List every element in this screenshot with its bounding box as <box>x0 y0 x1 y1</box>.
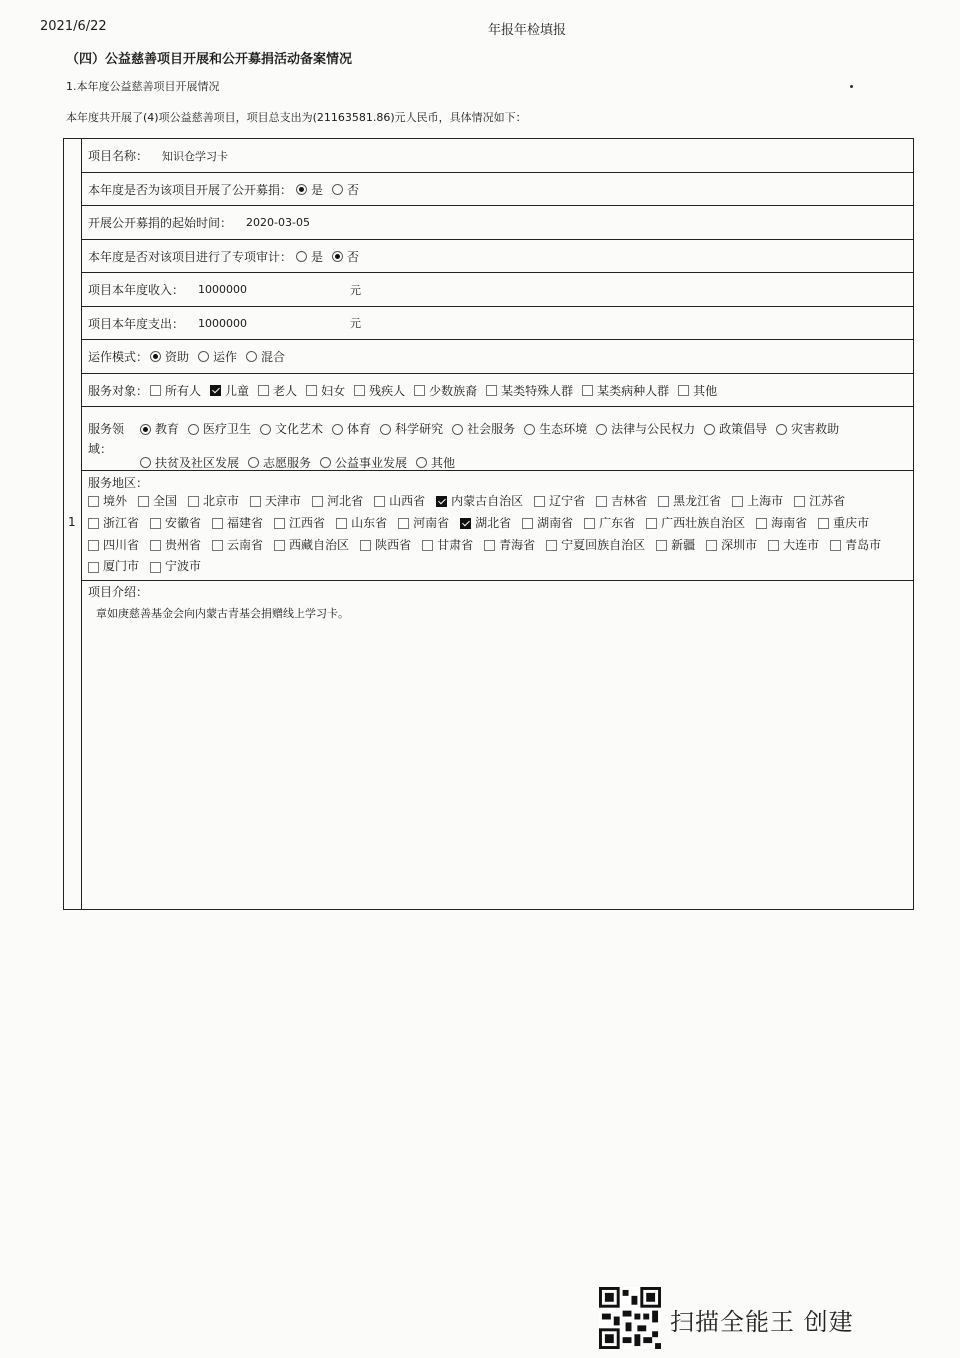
service-field-options <box>140 413 907 480</box>
service-target-option-label: 其他 <box>693 383 718 398</box>
row-index: 1 <box>68 515 76 529</box>
summary-text: 本年度共开展了(4)项公益慈善项目，项目总支出为(21163581.86)元人民币，具体情况如下： <box>66 111 527 124</box>
service-field-option[interactable] <box>452 413 515 445</box>
checkbox-icon[interactable] <box>732 496 743 507</box>
checkbox-icon[interactable] <box>312 496 323 507</box>
checkbox-icon[interactable] <box>678 385 689 396</box>
expense-value: 1000000 <box>198 316 248 330</box>
service-region-option[interactable] <box>212 536 263 556</box>
service-target-options <box>150 382 726 399</box>
checkbox-icon[interactable] <box>484 540 495 551</box>
service-region-option-label: 厦门市 <box>103 559 140 574</box>
checkbox-icon[interactable] <box>768 540 779 551</box>
project-intro-cell <box>82 581 913 909</box>
service-target-option[interactable] <box>306 382 345 399</box>
checkbox-icon[interactable] <box>138 496 149 507</box>
service-region-option[interactable] <box>336 514 387 534</box>
radio-icon[interactable] <box>296 184 307 195</box>
checkbox-icon[interactable] <box>360 540 371 551</box>
checkbox-icon[interactable] <box>646 518 657 529</box>
service-target-option[interactable] <box>150 382 201 399</box>
service-region-option-label: 河北省 <box>327 494 364 508</box>
service-field-option-label: 灾害救助 <box>791 422 840 436</box>
service-region-option-label: 内蒙古自治区 <box>451 494 524 508</box>
service-region-option[interactable] <box>250 492 301 512</box>
service-region-option[interactable] <box>150 536 201 556</box>
radio-icon[interactable] <box>332 251 343 262</box>
start-date-label: 开展公开募捐的起始时间： <box>88 216 233 230</box>
service-target-option[interactable] <box>582 382 669 399</box>
service-target-option-label: 某类特殊人群 <box>501 383 574 398</box>
service-field-option[interactable] <box>596 413 695 445</box>
checkbox-icon[interactable] <box>88 562 99 573</box>
page-header-title: 年报年检填报 <box>488 23 567 38</box>
service-target-option[interactable] <box>486 382 573 399</box>
project-intro-label: 项目介绍： <box>88 585 149 599</box>
service-field-option[interactable] <box>704 413 767 445</box>
service-region-option[interactable] <box>646 514 745 534</box>
checkbox-icon[interactable] <box>584 518 595 529</box>
service-field-option[interactable] <box>776 413 839 445</box>
radio-icon[interactable] <box>150 351 161 362</box>
service-region-option[interactable] <box>484 536 535 556</box>
audit-label: 本年度是否对该项目进行了专项审计： <box>88 249 293 264</box>
checkbox-icon[interactable] <box>794 496 805 507</box>
service-region-option[interactable] <box>212 514 263 534</box>
service-region-option[interactable] <box>584 514 635 534</box>
service-region-option[interactable] <box>312 492 363 512</box>
service-region-option[interactable] <box>658 492 721 512</box>
service-target-label: 服务对象： <box>88 383 149 398</box>
service-region-option[interactable] <box>756 514 807 534</box>
subsection-title: 1.本年度公益慈善项目开展情况 <box>66 80 220 93</box>
public-fundraising-options <box>296 181 368 198</box>
service-region-option[interactable] <box>830 536 881 556</box>
operation-mode-row <box>82 340 913 374</box>
radio-icon[interactable] <box>296 251 307 262</box>
checkbox-icon[interactable] <box>546 540 557 551</box>
service-target-option[interactable] <box>258 382 297 399</box>
service-region-option[interactable] <box>596 492 647 512</box>
service-target-row <box>82 374 913 407</box>
service-field-option-label: 生态环境 <box>539 422 588 436</box>
service-field-option-label: 其他 <box>431 455 456 470</box>
radio-icon[interactable] <box>188 424 199 435</box>
service-region-option-label: 云南省 <box>227 537 264 552</box>
checkbox-icon[interactable] <box>188 496 199 507</box>
public-fundraising-option-label: 否 <box>347 182 360 197</box>
checkbox-icon[interactable] <box>354 385 365 396</box>
start-date-row <box>82 206 913 240</box>
service-field-label: 服务领域： <box>88 422 125 456</box>
service-region-option-label: 北京市 <box>203 494 240 508</box>
service-region-option-label: 陕西省 <box>375 537 412 552</box>
public-fundraising-option-label: 是 <box>311 182 324 197</box>
service-region-option[interactable] <box>274 514 325 534</box>
audit-option-label: 是 <box>311 249 324 264</box>
service-region-option-label: 福建省 <box>227 515 264 530</box>
income-unit: 元 <box>350 283 361 297</box>
service-region-option-label: 大连市 <box>783 537 820 552</box>
checkbox-icon[interactable] <box>414 385 425 396</box>
checkbox-icon[interactable] <box>658 496 669 507</box>
checkbox-icon[interactable] <box>336 518 347 529</box>
service-region-option-label: 上海市 <box>747 494 784 508</box>
checkbox-icon[interactable] <box>150 518 161 529</box>
service-target-option-label: 妇女 <box>321 383 346 398</box>
service-region-option-label: 新疆 <box>671 537 696 552</box>
service-region-option-label: 天津市 <box>265 494 302 508</box>
public-fundraising-row <box>82 173 913 206</box>
service-region-option-label: 山东省 <box>351 515 388 530</box>
radio-icon[interactable] <box>380 424 391 435</box>
service-field-option-label: 体育 <box>347 422 372 436</box>
scanner-watermark: 扫描全能王 创建 <box>670 1308 854 1336</box>
income-row <box>82 273 913 307</box>
radio-icon[interactable] <box>332 184 343 195</box>
service-region-label: 服务地区： <box>88 476 149 490</box>
section-title: （四）公益慈善项目开展和公开募捐活动备案情况 <box>66 52 353 67</box>
service-field-option[interactable] <box>332 413 371 445</box>
service-region-option-label: 西藏自治区 <box>289 537 350 552</box>
audit-option-label: 否 <box>347 249 360 264</box>
service-target-option-label: 老人 <box>273 383 298 398</box>
service-region-option[interactable] <box>88 557 139 577</box>
audit-row <box>82 240 913 273</box>
expense-row <box>82 307 913 340</box>
service-region-option[interactable] <box>818 514 869 534</box>
project-name-row <box>82 139 913 173</box>
operation-mode-option[interactable] <box>246 348 285 365</box>
service-region-option[interactable] <box>150 514 201 534</box>
service-region-option-label: 吉林省 <box>611 494 648 508</box>
radio-icon[interactable] <box>320 457 331 468</box>
checkbox-icon[interactable] <box>88 518 99 529</box>
checkbox-icon[interactable] <box>88 496 99 507</box>
checkbox-icon[interactable] <box>818 518 829 529</box>
service-field-option[interactable] <box>188 413 251 445</box>
service-region-option[interactable] <box>150 557 201 577</box>
qr-code-icon <box>599 1287 661 1349</box>
service-region-option-label: 黑龙江省 <box>673 494 722 508</box>
checkbox-icon[interactable] <box>830 540 841 551</box>
checkbox-icon[interactable] <box>88 540 99 551</box>
public-fundraising-label: 本年度是否为该项目开展了公开募捐： <box>88 182 293 197</box>
income-label: 项目本年度收入： <box>88 283 185 297</box>
service-target-option-label: 少数族裔 <box>429 383 478 398</box>
checkbox-icon[interactable] <box>596 496 607 507</box>
service-region-option[interactable] <box>460 514 511 534</box>
service-field-option-label: 政策倡导 <box>719 422 768 436</box>
service-target-option[interactable] <box>210 382 249 399</box>
radio-icon[interactable] <box>198 351 209 362</box>
radio-icon[interactable] <box>704 424 715 435</box>
service-region-option[interactable] <box>768 536 819 556</box>
checkbox-icon[interactable] <box>212 540 223 551</box>
expense-unit: 元 <box>350 317 361 330</box>
checkbox-icon[interactable] <box>258 385 269 396</box>
service-target-option[interactable] <box>354 382 405 399</box>
operation-mode-option[interactable] <box>150 348 189 365</box>
checkbox-icon[interactable] <box>150 540 161 551</box>
service-target-option-label: 某类病种人群 <box>597 383 670 398</box>
checkbox-icon[interactable] <box>756 518 767 529</box>
service-region-option-label: 深圳市 <box>721 537 758 552</box>
service-target-option-label: 儿童 <box>225 383 250 398</box>
radio-icon[interactable] <box>524 424 535 435</box>
service-field-option-label: 教育 <box>155 422 180 436</box>
checkbox-icon[interactable] <box>210 385 221 396</box>
operation-mode-option-label: 资助 <box>165 350 190 364</box>
audit-option[interactable] <box>332 248 359 265</box>
service-region-option[interactable] <box>422 536 473 556</box>
checkbox-icon[interactable] <box>460 518 471 529</box>
checkbox-icon[interactable] <box>374 496 385 507</box>
service-region-option[interactable] <box>374 492 425 512</box>
start-date-value: 2020-03-05 <box>246 216 310 229</box>
service-region-option[interactable] <box>88 492 127 512</box>
public-fundraising-option[interactable] <box>332 181 359 198</box>
service-field-option-label: 文化艺术 <box>275 422 324 436</box>
service-target-option[interactable] <box>678 382 717 399</box>
checkbox-icon[interactable] <box>398 518 409 529</box>
service-region-option-label: 境外 <box>103 494 128 508</box>
project-details <box>82 139 913 909</box>
service-field-option-label: 科学研究 <box>395 422 444 436</box>
service-target-option-label: 残疾人 <box>369 383 406 398</box>
service-region-option-label: 广西壮族自治区 <box>661 515 746 530</box>
service-region-option-label: 湖南省 <box>537 515 574 530</box>
operation-mode-option[interactable] <box>198 348 237 365</box>
service-field-option[interactable] <box>380 413 443 445</box>
service-region-option[interactable] <box>436 492 523 512</box>
service-region-options <box>88 492 905 579</box>
radio-icon[interactable] <box>248 457 259 468</box>
service-region-option[interactable] <box>274 536 349 556</box>
service-region-option[interactable] <box>534 492 585 512</box>
checkbox-icon[interactable] <box>534 496 545 507</box>
service-field-option[interactable] <box>524 413 587 445</box>
service-region-option-label: 重庆市 <box>833 515 870 530</box>
service-region-option-label: 贵州省 <box>165 537 202 552</box>
checkbox-icon[interactable] <box>522 518 533 529</box>
service-region-option-label: 海南省 <box>771 515 808 530</box>
service-region-option-label: 安徽省 <box>165 515 202 530</box>
radio-icon[interactable] <box>332 424 343 435</box>
service-region-option[interactable] <box>706 536 757 556</box>
service-region-option[interactable] <box>656 536 695 556</box>
service-target-option[interactable] <box>414 382 477 399</box>
service-field-option[interactable] <box>260 413 323 445</box>
service-field-option[interactable] <box>140 413 179 445</box>
service-region-option[interactable] <box>546 536 645 556</box>
operation-mode-option-label: 运作 <box>213 350 238 364</box>
service-field-option-label: 公益事业发展 <box>335 455 408 470</box>
checkbox-icon[interactable] <box>150 385 161 396</box>
checkbox-icon[interactable] <box>274 540 285 551</box>
service-region-option[interactable] <box>138 492 177 512</box>
service-region-option-label: 宁波市 <box>165 559 202 574</box>
audit-option[interactable] <box>296 248 323 265</box>
checkbox-icon[interactable] <box>306 385 317 396</box>
service-region-option-label: 宁夏回族自治区 <box>561 537 646 552</box>
service-region-option[interactable] <box>398 514 449 534</box>
service-region-row <box>82 471 913 581</box>
service-region-option-label: 全国 <box>153 494 178 508</box>
checkbox-icon[interactable] <box>274 518 285 529</box>
checkbox-icon[interactable] <box>212 518 223 529</box>
service-region-option-label: 湖北省 <box>475 515 512 530</box>
radio-icon[interactable] <box>452 424 463 435</box>
service-region-option[interactable] <box>88 514 139 534</box>
radio-icon[interactable] <box>140 457 151 468</box>
service-region-option[interactable] <box>360 536 411 556</box>
project-name-value: 知识仓学习卡 <box>162 149 229 163</box>
print-date: 2021/6/22 <box>40 19 107 34</box>
service-region-option-label: 山西省 <box>389 494 426 508</box>
expense-label: 项目本年度支出： <box>88 316 185 331</box>
radio-icon[interactable] <box>246 351 257 362</box>
service-region-option-label: 青海省 <box>499 537 536 552</box>
service-field-option-label: 志愿服务 <box>263 455 312 470</box>
service-region-option[interactable] <box>188 492 239 512</box>
checkbox-icon[interactable] <box>486 385 497 396</box>
service-field-option-label: 社会服务 <box>467 422 516 436</box>
service-region-option[interactable] <box>732 492 783 512</box>
service-region-option-label: 江西省 <box>289 515 326 530</box>
service-region-option-label: 青岛市 <box>845 537 882 552</box>
service-region-option-label: 江苏省 <box>809 494 846 508</box>
checkbox-icon[interactable] <box>150 562 161 573</box>
operation-mode-label: 运作模式： <box>88 350 149 364</box>
service-region-option-label: 四川省 <box>103 537 140 552</box>
income-value: 1000000 <box>198 283 248 296</box>
service-region-option-label: 河南省 <box>413 515 450 530</box>
scan-speck <box>850 85 853 88</box>
radio-icon[interactable] <box>140 424 151 435</box>
service-field-option-label: 医疗卫生 <box>203 422 252 436</box>
radio-icon[interactable] <box>596 424 607 435</box>
checkbox-icon[interactable] <box>706 540 717 551</box>
service-field-option-label: 扶贫及社区发展 <box>155 455 240 470</box>
service-field-option-label: 法律与公民权力 <box>611 422 696 436</box>
project-intro-text: 章如庚慈善基金会向内蒙古青基会捐赠线上学习卡。 <box>96 607 349 620</box>
operation-mode-options <box>150 348 294 365</box>
project-table <box>63 138 914 910</box>
project-name-label: 项目名称： <box>88 149 149 163</box>
service-region-option[interactable] <box>522 514 573 534</box>
service-region-option[interactable] <box>794 492 845 512</box>
service-field-row <box>82 407 913 471</box>
checkbox-icon[interactable] <box>422 540 433 551</box>
public-fundraising-option[interactable] <box>296 181 323 198</box>
service-region-option-label: 广东省 <box>599 515 636 530</box>
checkbox-icon[interactable] <box>250 496 261 507</box>
service-region-option[interactable] <box>88 536 139 556</box>
service-region-option-label: 辽宁省 <box>549 494 586 508</box>
radio-icon[interactable] <box>776 424 787 435</box>
audit-options <box>296 248 368 265</box>
operation-mode-option-label: 混合 <box>261 350 286 364</box>
row-index-column <box>64 139 82 909</box>
service-region-option-label: 甘肃省 <box>437 537 474 552</box>
service-region-option-label: 浙江省 <box>103 515 140 530</box>
radio-icon[interactable] <box>260 424 271 435</box>
checkbox-icon[interactable] <box>656 540 667 551</box>
checkbox-icon[interactable] <box>436 496 447 507</box>
radio-icon[interactable] <box>416 457 427 468</box>
service-target-option-label: 所有人 <box>165 383 202 398</box>
checkbox-icon[interactable] <box>582 385 593 396</box>
